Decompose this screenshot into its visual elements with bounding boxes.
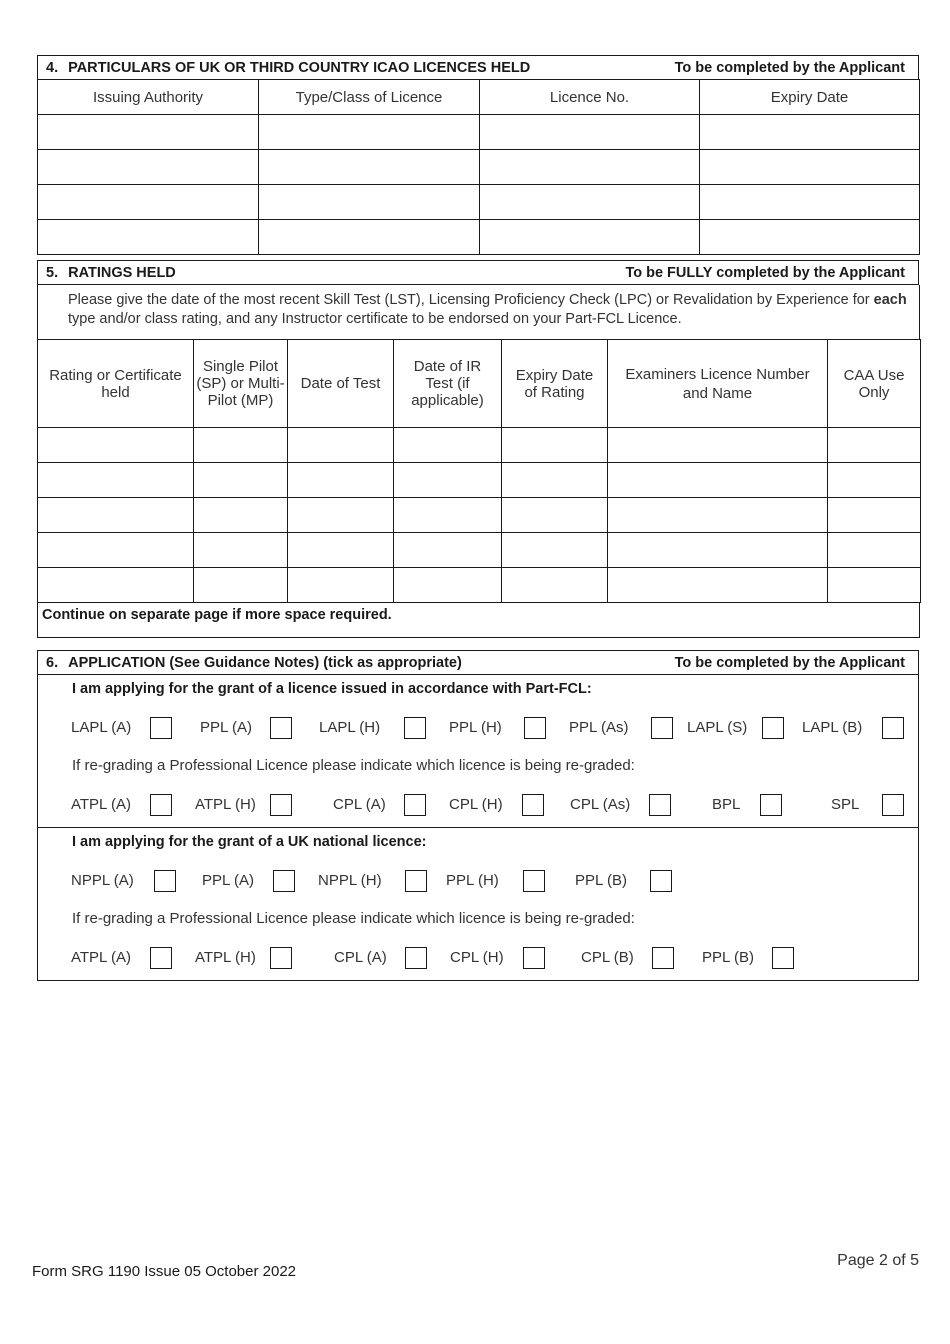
table-cell[interactable]	[288, 498, 394, 533]
form-identifier: Form SRG 1190 Issue 05 October 2022	[32, 1263, 297, 1280]
option-label: PPL (B)	[702, 949, 754, 966]
section-6-note: To be completed by the Applicant	[674, 654, 905, 671]
ratings-header-row	[38, 340, 921, 428]
table-cell[interactable]	[502, 533, 608, 568]
header-caa-use: CAA Use Only	[828, 340, 921, 428]
ratings-instruction: Please give the date of the most recent Skill Test (LST), Licensing Proficiency Check (LPC) or Revalidation by Experience for each type and/or class rating, and any Instructor certificate to be endorsed on your Part-FCL Licence.	[37, 285, 920, 340]
table-cell[interactable]	[608, 498, 828, 533]
table-cell[interactable]	[288, 533, 394, 568]
option-label: NPPL (H)	[318, 872, 382, 889]
table-cell[interactable]	[608, 568, 828, 603]
checkbox-lapl-a[interactable]	[150, 717, 172, 739]
option-label: PPL (A)	[200, 719, 252, 736]
option-label: ATPL (A)	[71, 949, 132, 966]
table-cell[interactable]	[394, 568, 502, 603]
checkbox-ppl-h[interactable]	[524, 717, 546, 739]
application-box	[37, 675, 919, 981]
table-cell[interactable]	[700, 220, 920, 255]
section-6-title: APPLICATION (See Guidance Notes) (tick as appropriate)	[68, 654, 462, 671]
header-ir-test: Date of IR Test (if applicable)	[394, 340, 502, 428]
checkbox-regrade-cpl-h[interactable]	[522, 794, 544, 816]
checkbox-nppl-a[interactable]	[154, 870, 176, 892]
table-cell[interactable]	[38, 220, 259, 255]
checkbox-uk-regrade-atpl-a[interactable]	[150, 947, 172, 969]
table-cell[interactable]	[38, 463, 194, 498]
checkbox-regrade-cpl-as[interactable]	[649, 794, 671, 816]
table-cell[interactable]	[608, 533, 828, 568]
checkbox-uk-ppl-b[interactable]	[650, 870, 672, 892]
table-cell[interactable]	[38, 185, 259, 220]
table-cell	[828, 568, 921, 603]
table-cell[interactable]	[608, 428, 828, 463]
table-cell[interactable]	[259, 220, 480, 255]
option-label: ATPL (H)	[195, 949, 256, 966]
uk-intro: I am applying for the grant of a UK national licence:	[72, 834, 427, 850]
option-label: PPL (A)	[202, 872, 254, 889]
option-label: PPL (As)	[569, 719, 629, 736]
section-4-note: To be completed by the Applicant	[674, 59, 905, 76]
table-cell[interactable]	[700, 150, 920, 185]
table-cell	[828, 463, 921, 498]
checkbox-lapl-h[interactable]	[404, 717, 426, 739]
option-label: LAPL (B)	[802, 719, 863, 736]
ratings-table	[37, 339, 921, 603]
option-label: PPL (H)	[446, 872, 499, 889]
table-cell[interactable]	[502, 498, 608, 533]
header-sp-mp: Single Pilot (SP) or Multi-Pilot (MP)	[194, 340, 288, 428]
table-cell[interactable]	[38, 498, 194, 533]
header-date-of-test: Date of Test	[288, 340, 394, 428]
header-examiner: Examiners Licence Number and Name	[608, 340, 828, 428]
licences-header-row	[38, 80, 920, 115]
table-cell[interactable]	[700, 115, 920, 150]
checkbox-uk-regrade-cpl-a[interactable]	[405, 947, 427, 969]
table-cell[interactable]	[259, 150, 480, 185]
section-divider	[38, 827, 918, 828]
checkbox-regrade-bpl[interactable]	[760, 794, 782, 816]
table-cell[interactable]	[480, 150, 700, 185]
table-cell	[828, 533, 921, 568]
table-row	[38, 150, 920, 185]
table-cell[interactable]	[480, 220, 700, 255]
table-cell[interactable]	[194, 463, 288, 498]
table-cell[interactable]	[288, 463, 394, 498]
header-rating: Rating or Certificate held	[38, 340, 194, 428]
option-label: PPL (H)	[449, 719, 502, 736]
header-licence-no: Licence No.	[480, 80, 700, 115]
table-cell[interactable]	[259, 115, 480, 150]
checkbox-nppl-h[interactable]	[405, 870, 427, 892]
continue-note: Continue on separate page if more space required.	[37, 602, 920, 638]
table-row	[38, 533, 921, 568]
option-label: LAPL (S)	[687, 719, 748, 736]
table-cell[interactable]	[194, 498, 288, 533]
table-row	[38, 498, 921, 533]
option-label: CPL (H)	[449, 796, 503, 813]
header-expiry-rating: Expiry Date of Rating	[502, 340, 608, 428]
option-label: SPL	[831, 796, 860, 813]
table-cell[interactable]	[502, 568, 608, 603]
table-cell[interactable]	[38, 428, 194, 463]
table-cell[interactable]	[608, 463, 828, 498]
page-number: Page 2 of 5	[837, 1252, 919, 1269]
table-cell[interactable]	[502, 463, 608, 498]
checkbox-regrade-atpl-a[interactable]	[150, 794, 172, 816]
section-4-number: 4.	[46, 59, 59, 76]
table-row	[38, 220, 920, 255]
regrade-note-1: If re-grading a Professional Licence please indicate which licence is being re-graded:	[72, 757, 635, 774]
option-label: CPL (As)	[570, 796, 631, 813]
table-cell[interactable]	[288, 568, 394, 603]
checkbox-regrade-cpl-a[interactable]	[404, 794, 426, 816]
table-cell[interactable]	[394, 428, 502, 463]
section-5-title: RATINGS HELD	[68, 264, 176, 281]
checkbox-lapl-b[interactable]	[882, 717, 904, 739]
option-label: LAPL (A)	[71, 719, 132, 736]
option-label: ATPL (H)	[195, 796, 256, 813]
option-label: CPL (B)	[581, 949, 634, 966]
section-6-number: 6.	[46, 654, 59, 671]
table-cell[interactable]	[259, 185, 480, 220]
option-label: BPL	[712, 796, 741, 813]
option-label: CPL (H)	[450, 949, 504, 966]
table-row	[38, 115, 920, 150]
checkbox-uk-regrade-cpl-b[interactable]	[652, 947, 674, 969]
table-row	[38, 568, 921, 603]
table-row	[38, 428, 921, 463]
option-label: NPPL (A)	[71, 872, 134, 889]
checkbox-regrade-atpl-h[interactable]	[270, 794, 292, 816]
table-cell[interactable]	[38, 568, 194, 603]
option-label: CPL (A)	[334, 949, 387, 966]
option-label: ATPL (A)	[71, 796, 132, 813]
section-5-header	[37, 260, 919, 285]
table-cell[interactable]	[38, 533, 194, 568]
option-label: LAPL (H)	[319, 719, 381, 736]
table-cell[interactable]	[194, 568, 288, 603]
section-4-title: PARTICULARS OF UK OR THIRD COUNTRY ICAO LICENCES HELD	[68, 59, 531, 76]
checkbox-uk-ppl-h[interactable]	[523, 870, 545, 892]
checkbox-lapl-s[interactable]	[762, 717, 784, 739]
section-6-header	[37, 650, 919, 675]
licences-table	[37, 79, 920, 255]
table-row	[38, 463, 921, 498]
checkbox-ppl-a[interactable]	[270, 717, 292, 739]
table-cell[interactable]	[194, 428, 288, 463]
option-label: PPL (B)	[575, 872, 627, 889]
checkbox-uk-regrade-ppl-b[interactable]	[772, 947, 794, 969]
part-fcl-intro: I am applying for the grant of a licence issued in accordance with Part-FCL:	[72, 681, 592, 697]
table-cell[interactable]	[480, 185, 700, 220]
section-5-number: 5.	[46, 264, 59, 281]
checkbox-regrade-spl[interactable]	[882, 794, 904, 816]
checkbox-uk-regrade-atpl-h[interactable]	[270, 947, 292, 969]
table-cell[interactable]	[394, 498, 502, 533]
table-cell[interactable]	[194, 533, 288, 568]
table-cell[interactable]	[38, 115, 259, 150]
checkbox-uk-regrade-cpl-h[interactable]	[523, 947, 545, 969]
table-cell[interactable]	[394, 533, 502, 568]
checkbox-ppl-as[interactable]	[651, 717, 673, 739]
table-cell[interactable]	[502, 428, 608, 463]
table-cell[interactable]	[394, 463, 502, 498]
checkbox-uk-ppl-a[interactable]	[273, 870, 295, 892]
header-issuing-authority: Issuing Authority	[38, 80, 259, 115]
header-expiry-date: Expiry Date	[700, 80, 920, 115]
table-row	[38, 185, 920, 220]
table-cell[interactable]	[700, 185, 920, 220]
table-cell	[828, 428, 921, 463]
regrade-note-2: If re-grading a Professional Licence please indicate which licence is being re-graded:	[72, 910, 635, 927]
section-5-note: To be FULLY completed by the Applicant	[625, 264, 905, 281]
header-type-class: Type/Class of Licence	[259, 80, 480, 115]
table-cell[interactable]	[288, 428, 394, 463]
table-cell[interactable]	[480, 115, 700, 150]
table-cell[interactable]	[38, 150, 259, 185]
table-cell	[828, 498, 921, 533]
section-4-header	[37, 55, 919, 80]
option-label: CPL (A)	[333, 796, 386, 813]
